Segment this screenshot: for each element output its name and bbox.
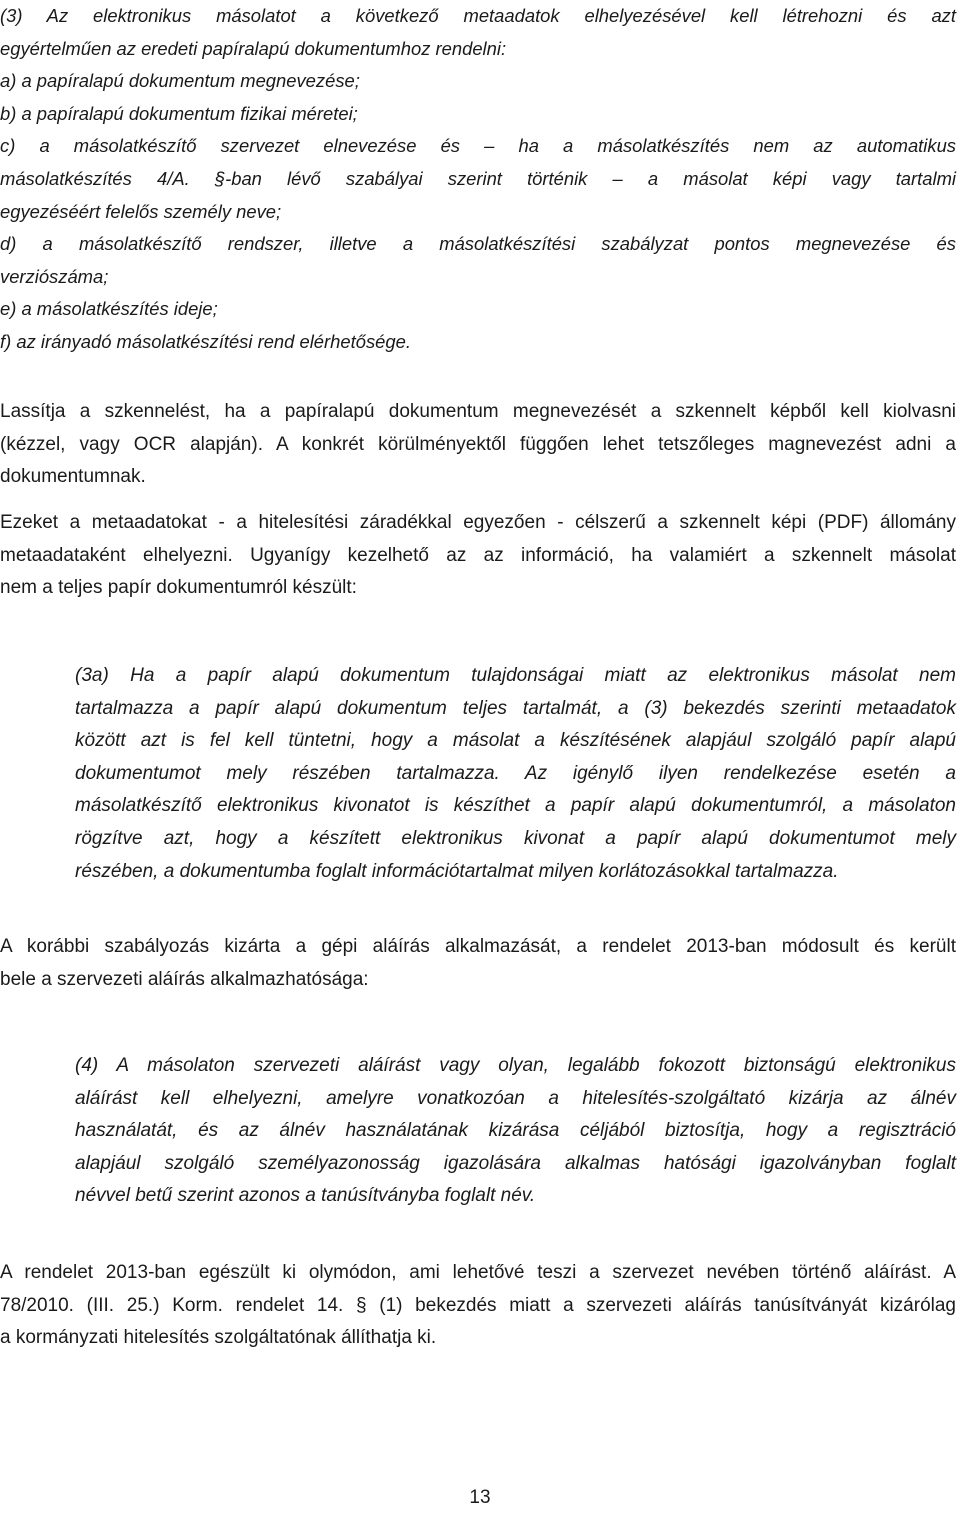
- list-line: (3) Az elektronikus másolatot a következő metaadatok elhelyezésével kell létrehozni és azt: [0, 5, 956, 26]
- quote-line: tartalmazza a papír alapú dokumentum teljes tartalmát, a (3) bekezdés szerinti metaadatok: [75, 697, 956, 719]
- quote-line: dokumentumot mely részében tartalmazza. Az igénylő ilyen rendelkezése esetén a: [75, 762, 956, 784]
- quote-line: (4) A másolaton szervezeti aláírást vagy olyan, legalább fokozott biztonságú elektronikus: [75, 1055, 956, 1076]
- list-item: b) a papíralapú dokumentum fizikai méretei;: [0, 102, 358, 124]
- paragraph-line: nem a teljes papír dokumentumról készült:: [0, 577, 357, 599]
- quote-3a: [75, 660, 956, 888]
- quote-4: [75, 1050, 956, 1213]
- paragraph-line: Lassítja a szkennelést, ha a papíralapú dokumentum megnevezését a szkennelt képből kell kiolvasni: [0, 401, 956, 422]
- list-line: egyértelműen az eredeti papíralapú dokumentumhoz rendelni:: [0, 37, 507, 59]
- quote-line: alapjául szolgáló személyazonosság igazolására alkalmas hatósági igazolványban foglalt: [75, 1152, 956, 1174]
- list-item: f) az irányadó másolatkészítési rend elérhetősége.: [0, 330, 411, 352]
- paragraph-scanning: [0, 396, 956, 494]
- paragraph-line: bele a szervezeti aláírás alkalmazhatósága:: [0, 968, 369, 990]
- paragraph-line: A korábbi szabályozás kizárta a gépi aláírás alkalmazását, a rendelet 2013-ban módosult és került: [0, 936, 956, 957]
- paragraph-signature: [0, 931, 956, 996]
- paragraph-2013-amendment: [0, 1257, 956, 1355]
- quote-line: aláírást kell elhelyezni, amelyre vonatkozóan a hitelesítés-szolgáltató kizárja az álnév: [75, 1087, 956, 1109]
- list-line: verziószáma;: [0, 265, 109, 287]
- metadata-requirements-list: [0, 0, 956, 359]
- paragraph-line: dokumentumnak.: [0, 466, 146, 488]
- list-item: c) a másolatkészítő szervezet elnevezése és – ha a másolatkészítés nem az automatikus: [0, 135, 956, 157]
- quote-line: között azt is fel kell tüntetni, hogy a másolat a készítésének alapjául szolgáló papír alapú: [75, 730, 956, 752]
- paragraph-line: a kormányzati hitelesítés szolgáltatónak állíthatja ki.: [0, 1327, 437, 1349]
- paragraph-line: 78/2010. (III. 25.) Korm. rendelet 14. § (1) bekezdés miatt a szervezeti aláírás tanúsítványát kizárólag: [0, 1294, 956, 1316]
- paragraph-line: metaadataként elhelyezni. Ugyanígy kezelhető az az információ, ha valamiért a szkennelt másolat: [0, 544, 956, 566]
- quote-line: használatát, és az álnév használatának kizárása céljából biztosítja, hogy a regisztráció: [75, 1120, 956, 1142]
- page-number: 13: [469, 1487, 491, 1508]
- quote-line: (3a) Ha a papír alapú dokumentum tulajdonságai miatt az elektronikus másolat nem: [75, 665, 956, 686]
- list-item: a) a papíralapú dokumentum megnevezése;: [0, 70, 360, 92]
- list-line: másolatkészítés 4/A. §-ban lévő szabályai szerint történik – a másolat képi vagy tartalmi: [0, 167, 956, 189]
- list-item: e) a másolatkészítés ideje;: [0, 298, 218, 320]
- paragraph-line: Ezeket a metaadatokat - a hitelesítési záradékkal egyezően - célszerű a szkennelt képi (PDF) állomány: [0, 512, 956, 533]
- quote-line: rögzítve azt, hogy a készített elektronikus kivonat a papír alapú dokumentumot mely: [75, 827, 956, 849]
- quote-line: részében, a dokumentumba foglalt információtartalmat milyen korlátozásokkal tartalmazza.: [75, 860, 839, 882]
- paragraph-line: A rendelet 2013-ban egészült ki olymódon, ami lehetővé teszi a szervezet nevében történő aláírást. A: [0, 1262, 956, 1283]
- list-line: egyezéséért felelős személy neve;: [0, 200, 282, 222]
- paragraph-metadata: [0, 507, 956, 605]
- quote-line: másolatkészítő elektronikus kivonatot is készíthet a papír alapú dokumentumról, a másolaton: [75, 795, 956, 817]
- paragraph-line: (kézzel, vagy OCR alapján). A konkrét körülményektől függően lehet tetszőleges magnevezést adni a: [0, 433, 956, 455]
- list-item: d) a másolatkészítő rendszer, illetve a másolatkészítési szabályzat pontos megnevezése és: [0, 233, 956, 255]
- quote-line: névvel betű szerint azonos a tanúsítványba foglalt név.: [75, 1185, 536, 1207]
